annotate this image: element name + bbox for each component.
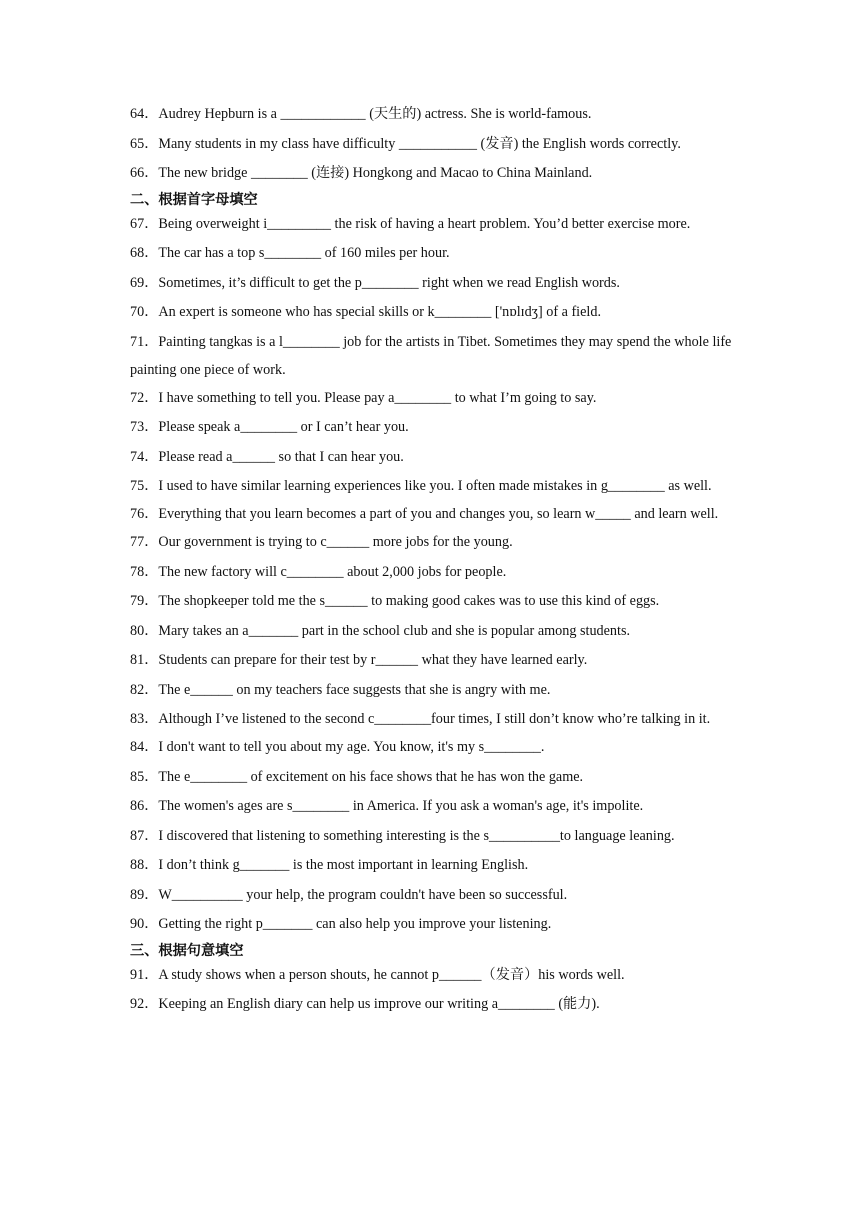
question-86: 86．The women's ages are s________ in America. If you ask a woman's age, it's impolite. [130,798,644,814]
section-heading: 二、根据首字母填空 [130,191,258,208]
question-88: 88．I don’t think g_______ is the most important in learning English. [130,857,529,873]
question-67: 67．Being overweight i_________ the risk of having a heart problem. You’d better exercise more. [130,215,691,232]
question-70: 70．An expert is someone who has special skills or k________ ['nɒlɪdʒ] of a field. [130,304,601,320]
question-number: 87 [130,827,145,844]
question-text: Many students in my class have difficulty ___________ (发音) the English words correctly. [158,135,681,152]
question-text: The e________ of excitement on his face shows that he has won the game. [158,768,584,785]
question-87: 87．I discovered that listening to something interesting is the s__________to language leaning. [130,827,675,844]
question-text: Painting tangkas is a l________ job for the artists in Tibet. Sometimes they may spend the whole life painting one piece of work. [130,333,732,378]
question-text: The shopkeeper told me the s______ to making good cakes was to use this kind of eggs. [158,593,660,609]
question-73: 73．Please speak a________ or I can’t hear you. [130,419,409,435]
question-number: 82 [130,681,145,698]
question-81: 81．Students can prepare for their test by r______ what they have learned early. [130,652,588,668]
question-number: 73 [130,419,145,435]
question-text: An expert is someone who has special skills or k________ ['nɒlɪdʒ] of a field. [158,304,601,320]
question-number: 76 [130,506,145,522]
question-number: 72 [130,389,145,406]
question-number: 68 [130,245,145,261]
question-75: 75．I used to have similar learning experiences like you. I often made mistakes in g________ as well. [130,478,712,494]
question-text: The e______ on my teachers face suggests that she is angry with me. [158,681,551,698]
question-78: 78．The new factory will c________ about 2,000 jobs for people. [130,563,507,580]
question-text: Students can prepare for their test by r______ what they have learned early. [158,652,588,668]
question-number: 91 [130,966,145,983]
question-82: 82．The e______ on my teachers face suggests that she is angry with me. [130,681,551,698]
question-text: The women's ages are s________ in America. If you ask a woman's age, it's impolite. [158,798,644,814]
question-number: 89 [130,886,145,903]
question-number: 77 [130,534,145,550]
question-text: Our government is trying to c______ more jobs for the young. [158,534,513,550]
question-text: Please speak a________ or I can’t hear you. [158,419,409,435]
question-72: 72．I have something to tell you. Please pay a________ to what I’m going to say. [130,389,597,406]
question-text: I used to have similar learning experiences like you. I often made mistakes in g________ as well. [158,478,712,494]
question-text: The new factory will c________ about 2,000 jobs for people. [158,563,507,580]
question-number: 65 [130,135,145,152]
question-84: 84．I don't want to tell you about my age. You know, it's my s________. [130,739,545,755]
question-69: 69．Sometimes, it’s difficult to get the p________ right when we read English words. [130,274,620,291]
question-74: 74．Please read a______ so that I can hear you. [130,448,404,465]
question-68: 68．The car has a top s________ of 160 miles per hour. [130,245,450,261]
question-number: 75 [130,478,145,494]
question-number: 74 [130,448,145,465]
question-number: 90 [130,916,145,932]
worksheet [130,100,740,1020]
question-79: 79．The shopkeeper told me the s______ to making good cakes was to use this kind of eggs. [130,593,660,609]
question-number: 70 [130,304,145,320]
question-text: Sometimes, it’s difficult to get the p________ right when we read English words. [158,274,620,291]
question-80: 80．Mary takes an a_______ part in the school club and she is popular among students. [130,622,631,639]
question-71: 71．Painting tangkas is a l________ job for the artists in Tibet. Sometimes they may spend the whole life painting one piece of work. [130,333,732,378]
question-text: Audrey Hepburn is a ____________ (天生的) actress. She is world-famous. [158,106,592,122]
question-92: 92．Keeping an English diary can help us improve our writing a________ (能力). [130,996,600,1012]
question-65: 65．Many students in my class have difficulty ___________ (发音) the English words correctly. [130,135,681,152]
section-heading: 三、根据句意填空 [130,942,244,959]
question-text: A study shows when a person shouts, he cannot p______（发音）his words well. [158,966,625,983]
question-text: I discovered that listening to something interesting is the s__________to language leaning. [158,827,675,844]
question-number: 64 [130,106,145,122]
question-text: W__________ your help, the program couldn't have been so successful. [158,886,568,903]
question-text: Mary takes an a_______ part in the school club and she is popular among students. [158,622,631,639]
question-number: 85 [130,768,145,785]
question-text: Please read a______ so that I can hear you. [158,448,404,465]
question-text: I don’t think g_______ is the most important in learning English. [158,857,529,873]
question-number: 67 [130,215,145,232]
question-text: I don't want to tell you about my age. You know, it's my s________. [158,739,545,755]
question-91: 91．A study shows when a person shouts, he cannot p______（发音）his words well. [130,966,625,983]
question-number: 80 [130,622,145,639]
question-number: 78 [130,563,145,580]
question-text: Getting the right p_______ can also help you improve your listening. [158,916,552,932]
question-text: I have something to tell you. Please pay a________ to what I’m going to say. [158,389,597,406]
question-number: 66 [130,165,145,181]
question-90: 90．Getting the right p_______ can also help you improve your listening. [130,916,552,932]
question-number: 92 [130,996,145,1012]
question-text: Being overweight i_________ the risk of having a heart problem. You’d better exercise more. [158,215,691,232]
question-number: 79 [130,593,145,609]
question-number: 86 [130,798,145,814]
question-number: 83 [130,711,145,727]
question-number: 69 [130,274,145,291]
question-text: Keeping an English diary can help us improve our writing a________ (能力). [158,996,600,1012]
question-text: Everything that you learn becomes a part of you and changes you, so learn w_____ and learn well. [158,506,719,522]
question-64: 64．Audrey Hepburn is a ____________ (天生的) actress. She is world-famous. [130,106,592,122]
question-66: 66．The new bridge ________ (连接) Hongkong and Macao to China Mainland. [130,165,593,181]
question-83: 83．Although I’ve listened to the second c________four times, I still don’t know who’re talking in it. [130,711,711,727]
question-text: The new bridge ________ (连接) Hongkong and Macao to China Mainland. [158,165,593,181]
question-number: 88 [130,857,145,873]
question-number: 81 [130,652,145,668]
question-number: 84 [130,739,145,755]
question-text: The car has a top s________ of 160 miles per hour. [158,245,450,261]
question-85: 85．The e________ of excitement on his face shows that he has won the game. [130,768,584,785]
question-text: Although I’ve listened to the second c________four times, I still don’t know who’re talking in it. [158,711,711,727]
question-89: 89．W__________ your help, the program couldn't have been so successful. [130,886,568,903]
question-76: 76．Everything that you learn becomes a part of you and changes you, so learn w_____ and learn well. [130,506,719,522]
question-77: 77．Our government is trying to c______ more jobs for the young. [130,534,513,550]
question-number: 71 [130,333,145,350]
